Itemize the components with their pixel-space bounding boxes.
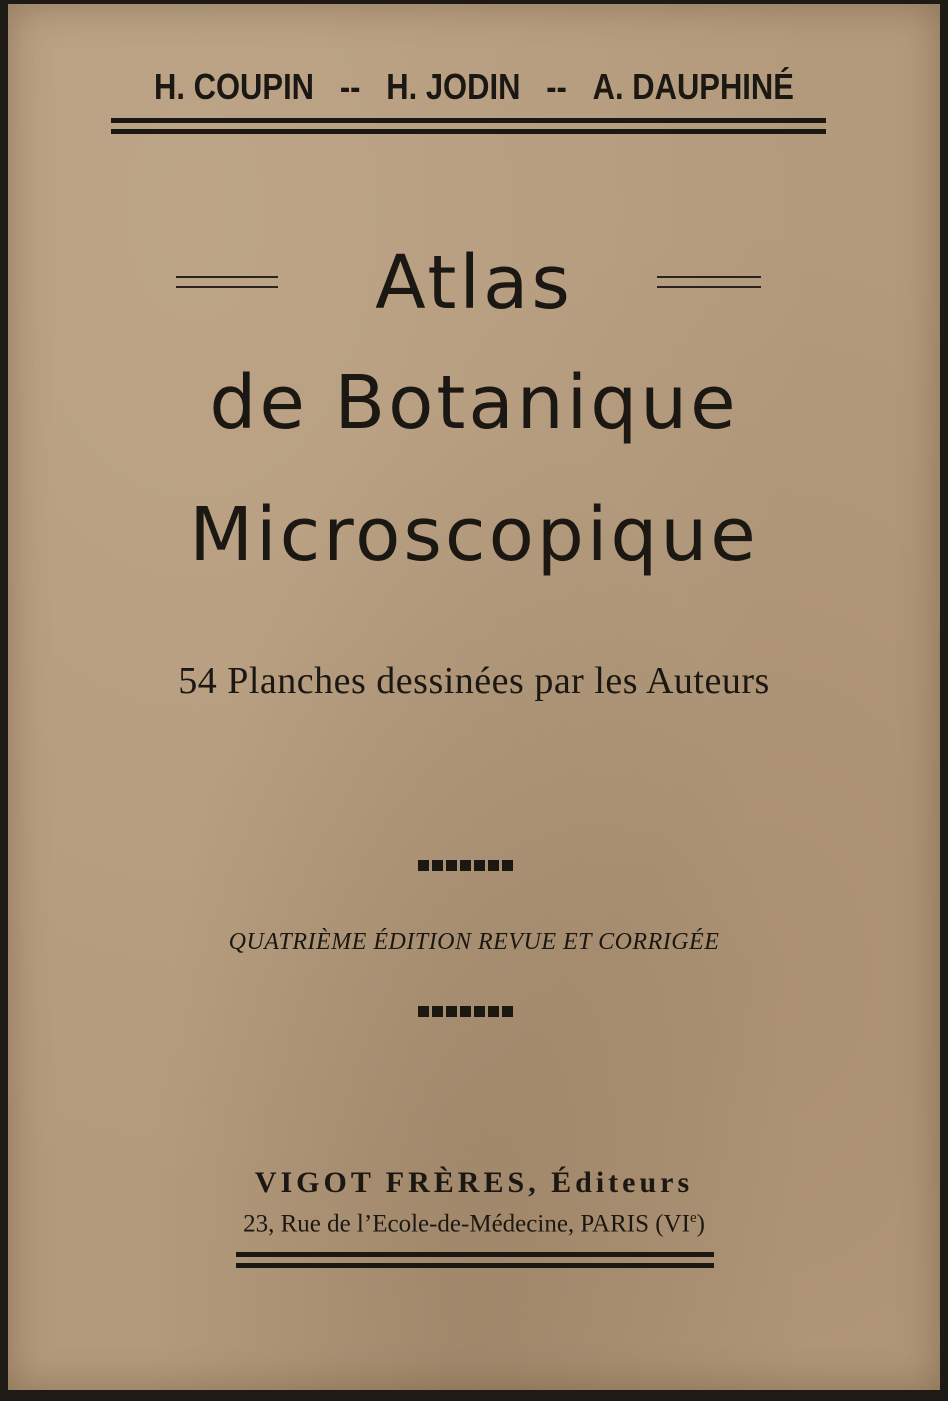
title-de-botanique: de Botanique bbox=[209, 360, 739, 446]
ornament-upper bbox=[418, 860, 513, 871]
top-double-rule-lower bbox=[111, 129, 826, 134]
title-right-rule-lower bbox=[657, 286, 761, 288]
author-separator: -- bbox=[339, 66, 361, 107]
title-microscopique: Microscopique bbox=[189, 492, 759, 578]
author-jodin: H. JODIN bbox=[386, 66, 521, 107]
bottom-double-rule-lower bbox=[236, 1263, 714, 1268]
ornament-lower bbox=[418, 1006, 513, 1017]
address-superscript: e bbox=[689, 1210, 697, 1226]
address-text: 23, Rue de l’Ecole-de-Médecine, PARIS (VI bbox=[243, 1210, 690, 1238]
publisher-address bbox=[8, 1210, 940, 1238]
title-right-rule-upper bbox=[657, 276, 761, 278]
address-close: ) bbox=[696, 1210, 705, 1238]
publisher-name: VIGOT FRÈRES, Éditeurs bbox=[254, 1166, 694, 1199]
top-double-rule-upper bbox=[111, 118, 826, 123]
book-cover bbox=[8, 4, 940, 1390]
subtitle: 54 Planches dessinées par les Auteurs bbox=[178, 660, 770, 702]
bottom-double-rule-upper bbox=[236, 1252, 714, 1257]
author-dauphine: A. DAUPHINÉ bbox=[592, 66, 794, 107]
author-separator: -- bbox=[546, 66, 567, 107]
author-line bbox=[73, 66, 875, 108]
title-atlas: Atlas bbox=[375, 240, 573, 326]
author-coupin: H. COUPIN bbox=[154, 66, 315, 107]
edition-line: QUATRIÈME ÉDITION REVUE ET CORRIGÉE bbox=[228, 929, 720, 955]
